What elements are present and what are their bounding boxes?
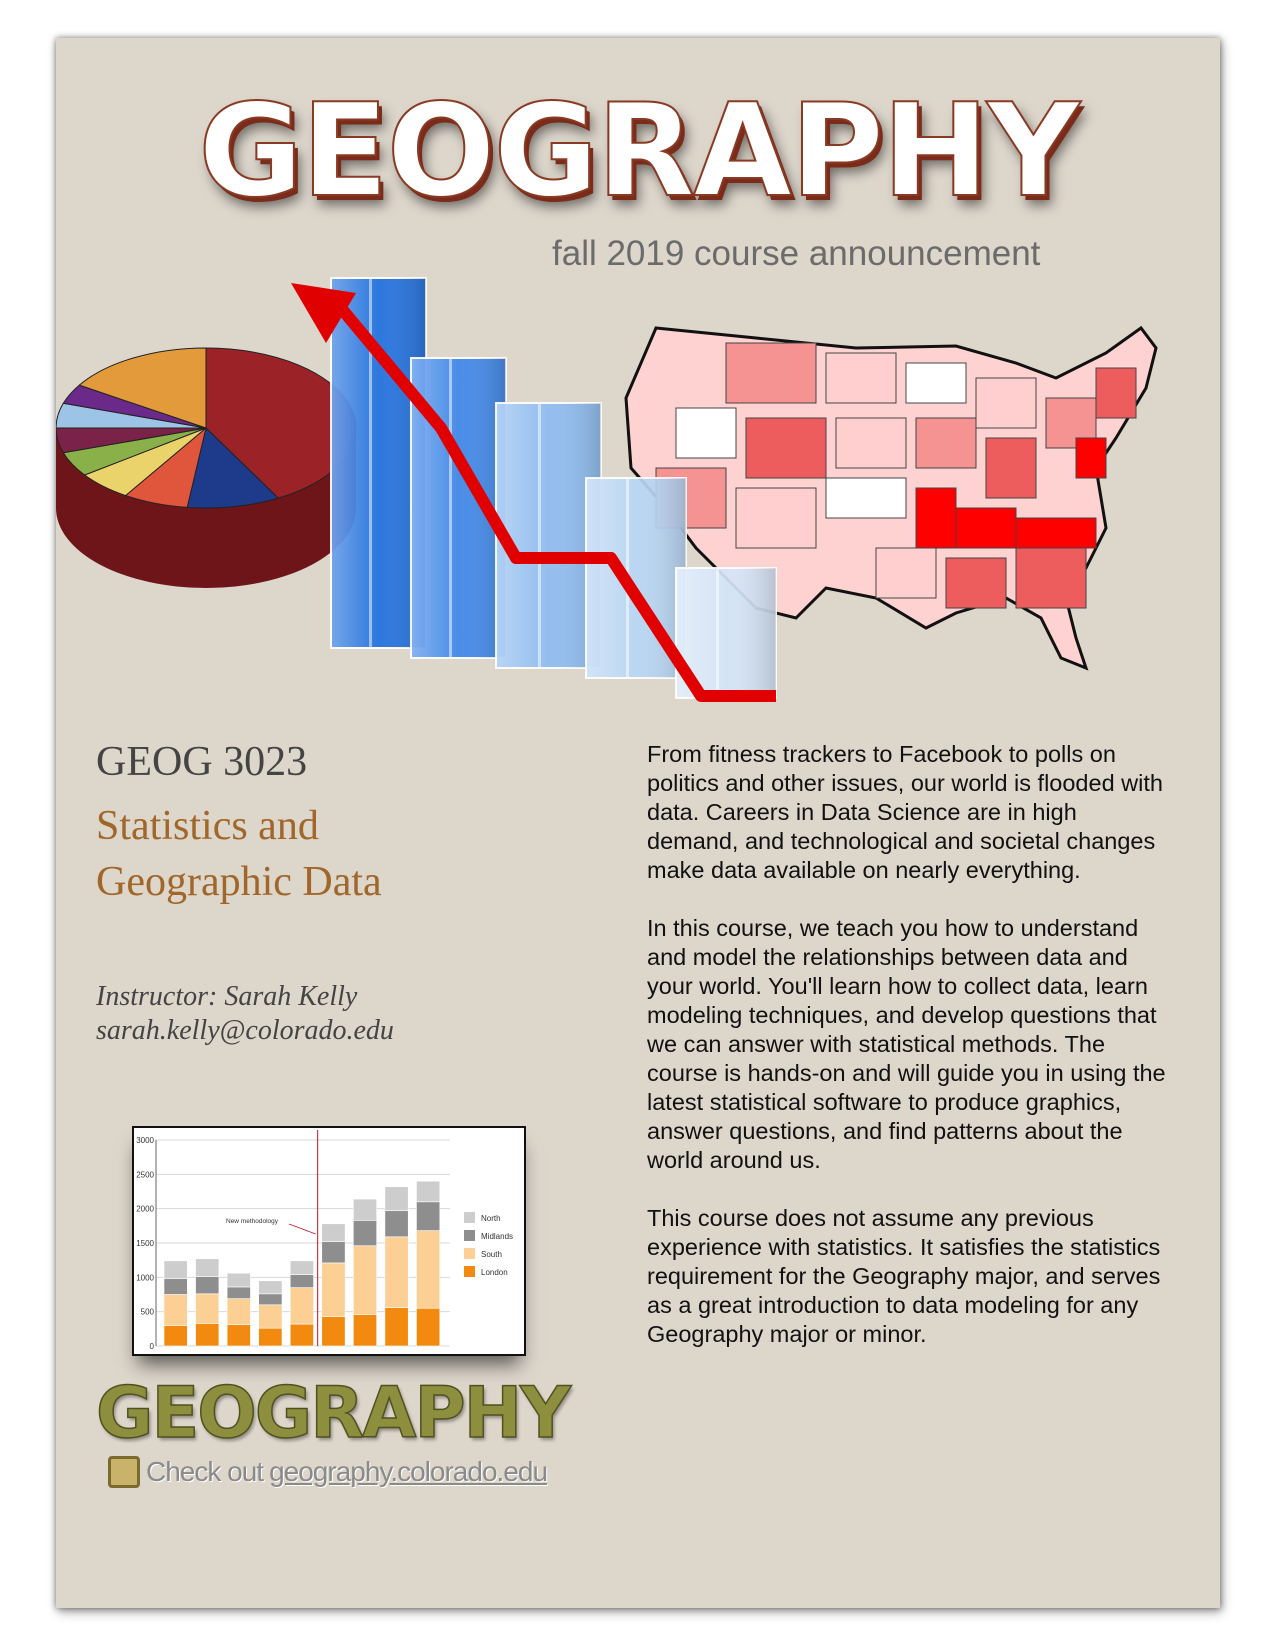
legend-label: London <box>481 1268 508 1277</box>
bar-segment <box>353 1199 376 1220</box>
bar-segment <box>164 1295 187 1326</box>
y-tick-label: 3000 <box>136 1136 154 1145</box>
bar-edge <box>449 358 452 658</box>
footer-geography-logo: GEOGRAPHY <box>96 1372 569 1454</box>
legend-swatch <box>464 1230 475 1241</box>
description-paragraph: This course does not assume any previous experience with statistics. It satisfies the statistics requirement for the Geography major, and serves as a great introduction to data modeling for any Geography major or minor. <box>647 1205 1161 1347</box>
legend-label: North <box>481 1214 501 1223</box>
course-title: Statistics and Geographic Data <box>96 803 382 905</box>
bar-segment <box>196 1259 219 1277</box>
bar-segment <box>385 1187 408 1211</box>
bar-segment <box>353 1220 376 1245</box>
y-tick-label: 1000 <box>136 1273 154 1283</box>
map-region <box>976 378 1036 428</box>
pie-chart-graphic <box>56 348 356 588</box>
bar-segment <box>227 1299 250 1325</box>
map-region <box>916 488 956 548</box>
bar-segment <box>196 1323 219 1346</box>
y-tick-label: 2000 <box>136 1204 154 1214</box>
stacked-bar-chart <box>132 1126 526 1356</box>
bar-segment <box>259 1294 282 1305</box>
map-region <box>726 343 816 403</box>
headline: GEOGRAPHY <box>198 77 1078 226</box>
instructor-name: Instructor: Sarah Kelly <box>96 981 358 1012</box>
map-region <box>746 418 826 478</box>
course-code: GEOG 3023 <box>96 739 308 785</box>
footer-link-row <box>108 1456 547 1488</box>
bar-segment <box>290 1261 313 1275</box>
description-paragraph: From fitness trackers to Facebook to polls on politics and other issues, our world is flooded with data. Careers in Data Science are in high demand, and technological and societal changes make data available on nearly everything. <box>647 741 1163 883</box>
annotation-arrow <box>289 1224 316 1234</box>
bar-segment <box>353 1246 376 1315</box>
bar-segment <box>416 1202 439 1231</box>
map-region <box>916 418 976 468</box>
map-region <box>906 363 966 403</box>
bar-segment <box>385 1237 408 1308</box>
bar-segment <box>322 1316 345 1346</box>
bar-segment <box>164 1325 187 1346</box>
map-region <box>826 353 896 403</box>
bar-segment <box>227 1325 250 1346</box>
y-tick-label: 0 <box>149 1342 154 1351</box>
annotation-label: New methodology <box>226 1218 279 1225</box>
map-region <box>876 548 936 598</box>
map-region <box>676 408 736 458</box>
bar-segment <box>322 1224 345 1242</box>
map-region <box>986 438 1036 498</box>
bar-segment <box>290 1324 313 1346</box>
bar-segment <box>196 1294 219 1324</box>
hero-illustration <box>56 268 1220 758</box>
cu-logo-icon <box>108 1456 140 1488</box>
bar-edge <box>716 568 719 698</box>
bar-segment <box>259 1328 282 1346</box>
y-tick-label: 500 <box>140 1307 154 1317</box>
subtitle: fall 2019 course announcement <box>552 234 1041 273</box>
legend-swatch <box>464 1248 475 1259</box>
bar-edge <box>538 403 541 668</box>
bar-segment <box>416 1181 439 1202</box>
bar-segment <box>164 1279 187 1295</box>
legend-swatch <box>464 1212 475 1223</box>
map-region <box>956 508 1016 548</box>
bar-segment <box>290 1288 313 1324</box>
bar-segment <box>259 1305 282 1328</box>
bar-segment <box>416 1308 439 1346</box>
bar-segment <box>196 1277 219 1294</box>
map-region <box>1016 518 1096 548</box>
bar-segment <box>259 1281 282 1294</box>
map-region <box>1016 548 1086 608</box>
website-link[interactable]: geography.colorado.edu <box>269 1456 548 1487</box>
bar-segment <box>322 1263 345 1317</box>
map-region <box>826 478 906 518</box>
bar-segment <box>290 1275 313 1288</box>
course-description <box>647 740 1167 1378</box>
map-region <box>1076 438 1106 478</box>
map-region <box>736 488 816 548</box>
footer-prefix: Check out <box>146 1456 264 1487</box>
legend-label: South <box>481 1250 502 1259</box>
y-tick-label: 2500 <box>136 1170 154 1180</box>
bar-segment <box>385 1211 408 1237</box>
bar-segment <box>322 1242 345 1263</box>
instructor-info <box>96 980 394 1048</box>
y-tick-label: 1500 <box>136 1239 154 1248</box>
bar-segment <box>416 1231 439 1309</box>
bar-segment <box>164 1261 187 1279</box>
poster <box>56 38 1220 1608</box>
bar-segment <box>385 1308 408 1346</box>
legend-label: Midlands <box>481 1232 514 1241</box>
bar-segment <box>227 1287 250 1299</box>
map-region <box>1096 368 1136 418</box>
instructor-email[interactable]: sarah.kelly@colorado.edu <box>96 1015 394 1046</box>
map-region <box>836 418 906 468</box>
bar-segment <box>227 1273 250 1287</box>
bar-segment <box>353 1314 376 1346</box>
legend-swatch <box>464 1266 475 1277</box>
map-region <box>946 558 1006 608</box>
description-paragraph: In this course, we teach you how to understand and model the relationships between data and your world. You'll learn how to collect data, learn modeling techniques, and develop questions that we can answer with statistical methods. The course is hands-on and will guide you in using the latest statistical software to produce graphics, answer questions, and find patterns about the world around us. <box>647 915 1166 1173</box>
